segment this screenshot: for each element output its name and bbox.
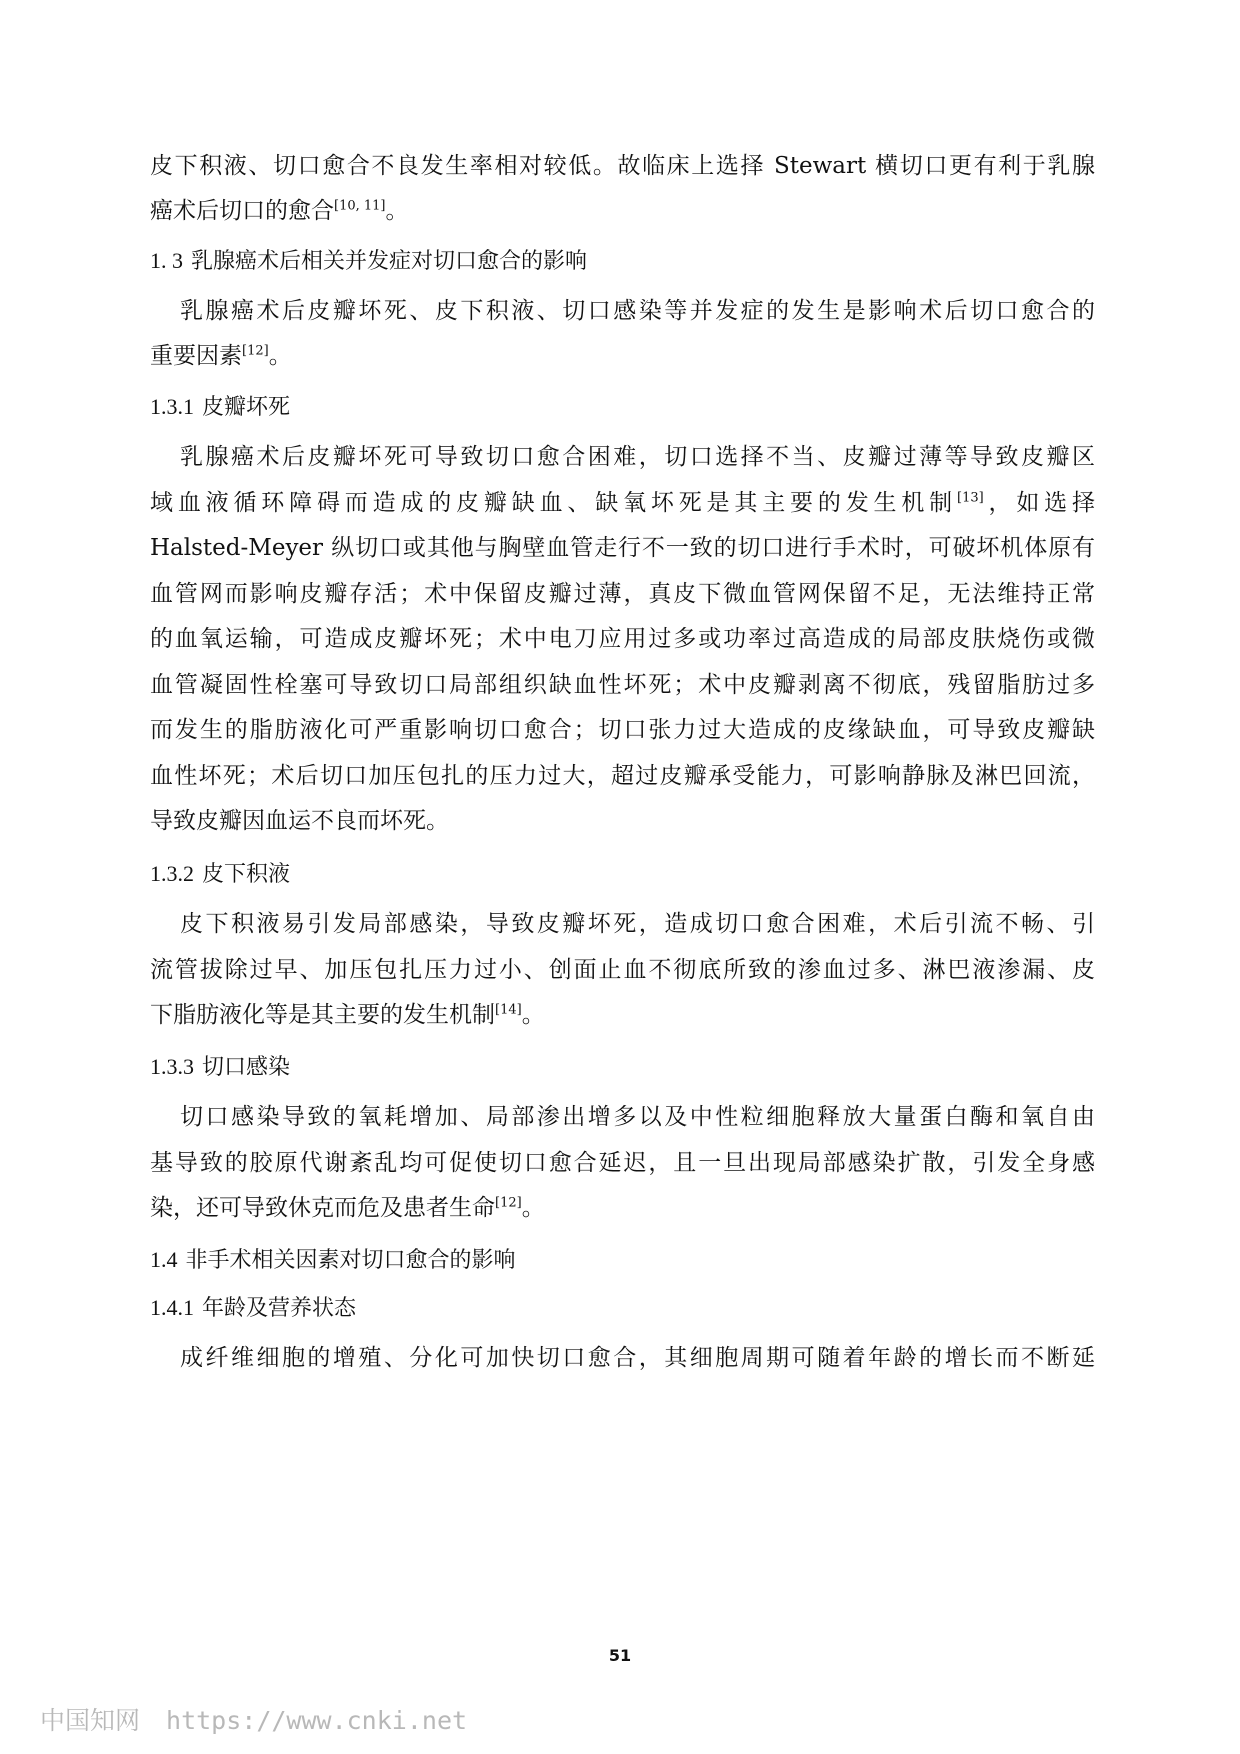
body-text-line: 流管拔除过早、加压包扎压力过小、创面止血不彻底所致的渗血过多、淋巴液渗漏、皮 [150, 957, 1095, 983]
section-title: 年龄及营养状态 [202, 1296, 357, 1321]
punctuation: 。 [385, 198, 409, 224]
body-text-line: 血管网而影响皮瓣存活；术中保留皮瓣过薄，真皮下微血管网保留不足，无法维持正常 [150, 581, 1095, 607]
watermark-brand: 中国知网 [40, 1706, 141, 1735]
body-text-line: 乳腺癌术后皮瓣坏死、皮下积液、切口感染等并发症的发生是影响术后切口愈合的 [180, 298, 1095, 324]
punctuation: 。 [521, 1195, 545, 1221]
body-text-line [150, 485, 1095, 521]
body-text-line: 血性坏死；术后切口加压包扎的压力过大，超过皮瓣承受能力，可影响静脉及淋巴回流， [150, 763, 1095, 789]
body-text-line: 皮下积液、切口愈合不良发生率相对较低。故临床上选择 Stewart 横切口更有利于乳腺 [150, 153, 1095, 179]
body-text-line: 导致皮瓣因血运不良而坏死。 [150, 808, 449, 834]
body-text-line: 而发生的脂肪液化可严重影响切口愈合；切口张力过大造成的皮缘缺血，可导致皮瓣缺 [150, 717, 1095, 743]
section-number: 1.3.2 [150, 861, 194, 886]
section-number: 1.4 [150, 1247, 178, 1272]
body-text-line [150, 1190, 1095, 1226]
section-title: 切口感染 [202, 1055, 291, 1080]
body-text-line [150, 338, 1095, 374]
section-number: 1. 3 [150, 248, 183, 273]
body-text-line: 成纤维细胞的增殖、分化可加快切口愈合，其细胞周期可随着年龄的增长而不断延 [180, 1345, 1095, 1371]
body-text: 域血液循环障碍而造成的皮瓣缺血、缺氧坏死是其主要的发生机制 [150, 490, 958, 516]
section-number: 1.3.1 [150, 394, 194, 419]
citation: [12] [242, 343, 269, 359]
section-title: 非手术相关因素对切口愈合的影响 [185, 1248, 516, 1273]
body-text: 染，还可导致休克而危及患者生命 [150, 1195, 495, 1221]
subsection-heading [150, 389, 290, 426]
body-text-line: 切口感染导致的氧耗增加、局部渗出增多以及中性粒细胞释放大量蛋白酶和氧自由 [180, 1104, 1095, 1130]
body-text: 癌术后切口的愈合 [150, 198, 334, 224]
watermark-url: https://www.cnki.net [166, 1706, 468, 1735]
body-text-line: Halsted-Meyer 纵切口或其他与胸壁血管走行不一致的切口进行手术时，可破坏机体原有 [150, 535, 1095, 561]
section-title: 乳腺癌术后相关并发症对切口愈合的影响 [191, 249, 588, 274]
subsection-heading [150, 856, 290, 893]
body-text-line: 基导致的胶原代谢紊乱均可促使切口愈合延迟，且一旦出现局部感染扩散，引发全身感 [150, 1150, 1095, 1176]
subsection-heading [150, 1049, 290, 1086]
section-title: 皮下积液 [202, 862, 291, 887]
subsection-heading [150, 1290, 356, 1327]
body-text: 下脂肪液化等是其主要的发生机制 [150, 1002, 495, 1028]
section-title: 皮瓣坏死 [202, 395, 291, 420]
punctuation: 。 [521, 1002, 545, 1028]
body-text: ，如选择 [983, 490, 1096, 516]
body-text-line [150, 997, 1095, 1033]
section-number: 1.3.3 [150, 1054, 194, 1079]
body-text-line [150, 193, 1095, 229]
citation: [10, 11] [334, 198, 386, 214]
watermark [40, 1701, 467, 1737]
body-text-line: 血管凝固性栓塞可导致切口局部组织缺血性坏死；术中皮瓣剥离不彻底，残留脂肪过多 [150, 672, 1095, 698]
body-text-line: 的血氧运输，可造成皮瓣坏死；术中电刀应用过多或功率过高造成的局部皮肤烧伤或微 [150, 626, 1095, 652]
section-heading [150, 1242, 516, 1279]
punctuation: 。 [268, 343, 292, 369]
page-number: 51 [608, 1646, 632, 1665]
citation: [13] [957, 490, 984, 506]
citation: [12] [495, 1195, 522, 1211]
body-text-line: 皮下积液易引发局部感染，导致皮瓣坏死，造成切口愈合困难，术后引流不畅、引 [180, 911, 1095, 937]
body-text-line: 乳腺癌术后皮瓣坏死可导致切口愈合困难，切口选择不当、皮瓣过薄等导致皮瓣区 [180, 444, 1095, 470]
section-number: 1.4.1 [150, 1295, 194, 1320]
body-text: 重要因素 [150, 343, 242, 369]
citation: [14] [495, 1002, 522, 1018]
section-heading [150, 243, 587, 280]
